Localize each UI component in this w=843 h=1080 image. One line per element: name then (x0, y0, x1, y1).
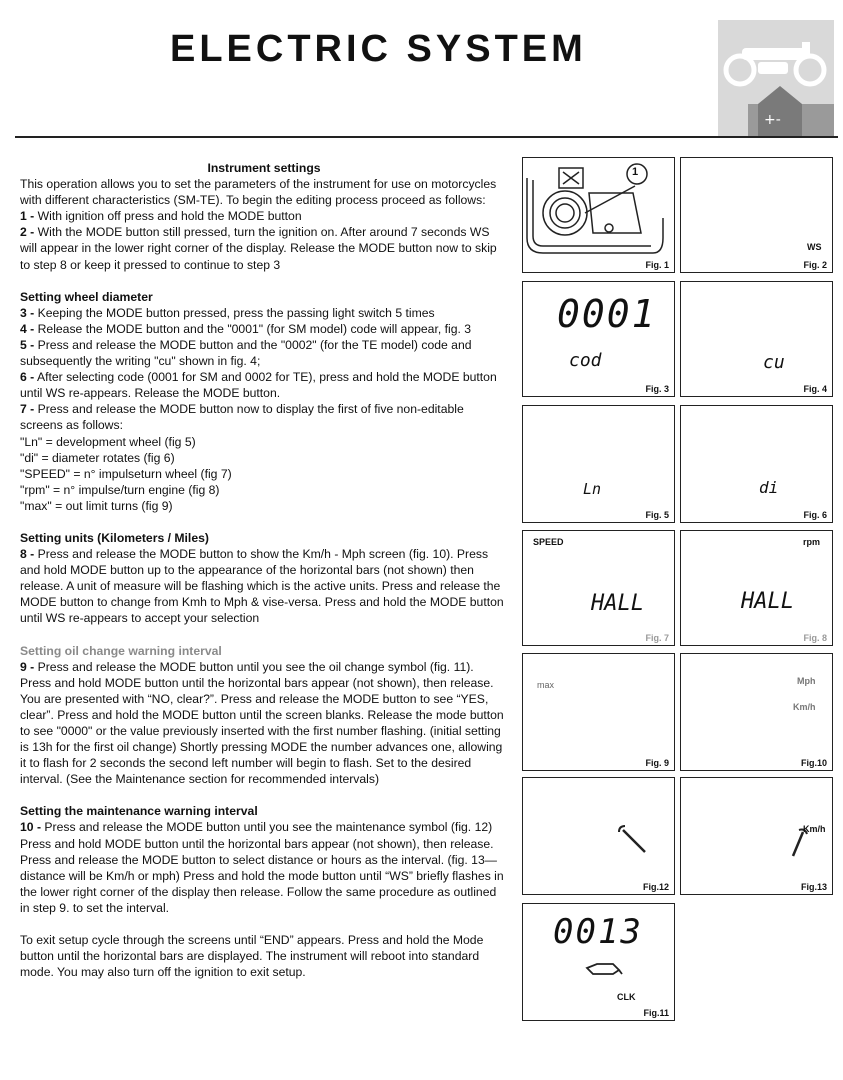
page-title: ELECTRIC SYSTEM (170, 28, 587, 70)
list-item: "rpm" = n° impulse/turn engine (fig 8) (20, 482, 220, 497)
clk-label: CLK (617, 992, 636, 1002)
figure-6 (680, 405, 833, 523)
figure-caption: Fig. 2 (803, 260, 827, 270)
figure-caption: Fig.12 (642, 882, 669, 892)
oil-heading: Setting oil change warning interval (20, 643, 222, 658)
max-label: max (537, 680, 555, 690)
header-divider (15, 136, 838, 138)
mph-label: Mph (797, 676, 816, 686)
step-text: Press and release the MODE button now to display the first of five non-editable screens as follows: (20, 402, 464, 433)
lcd-digits: 0013 (553, 912, 643, 952)
step-number: 9 - (20, 659, 35, 674)
figure-5 (522, 405, 675, 523)
step-text: After selecting code (0001 for SM and 0002 for TE), press and hold the MODE button until WS re-appears. Release the MODE button. (20, 370, 497, 401)
step-3 (20, 305, 508, 321)
figure-1 (522, 157, 675, 273)
step-number: 1 - (20, 209, 35, 224)
lcd-code: cu (763, 352, 785, 373)
step-1 (20, 208, 508, 224)
figure-11 (522, 903, 675, 1021)
step-6 (20, 369, 508, 401)
figure-caption: Fig. 5 (645, 510, 669, 520)
step-number: 3 - (20, 305, 35, 320)
step-number: 2 - (20, 225, 35, 240)
step-text: Press and release the MODE button until you see the maintenance symbol (fig. 12) Press and hold MODE button until the horizontal bars appear (not shown), then release. Press and release the MODE button to select distance or hours as the interval. (fig. 13—distance will be Km/h or mph) Press and hold the mode button until “WS” briefly flashes in the lower right corner of the display then release. Follow the same procedure as outlined in step 9. to set the interval. (20, 820, 504, 915)
figure-8 (680, 530, 833, 646)
figure-7 (522, 530, 675, 646)
maintenance-heading: Setting the maintenance warning interval (20, 804, 258, 819)
speed-label: SPEED (533, 537, 564, 547)
figure-12 (522, 777, 675, 895)
list-item: "max" = out limit turns (fig 9) (20, 498, 173, 513)
kmh-label: Km/h (793, 702, 816, 712)
figure-2 (680, 157, 833, 273)
rpm-label: rpm (803, 537, 821, 547)
step-number: 7 - (20, 402, 35, 417)
figure-caption: Fig. 7 (645, 633, 669, 643)
step-text: With the MODE button still pressed, turn the ignition on. After around 7 seconds WS will appear in the lower right corner of the display. Release the MODE button now to skip to step 8 or keep it pressed to continue to step 3 (20, 225, 497, 272)
figure-10 (680, 653, 833, 771)
figure-3 (522, 281, 675, 397)
list-item: "SPEED" = n° impulseturn wheel (fig 7) (20, 466, 232, 481)
step-2 (20, 224, 508, 272)
step-text: Keeping the MODE button pressed, press the passing light switch 5 times (34, 305, 435, 320)
step-9 (20, 659, 508, 788)
exit-paragraph: To exit setup cycle through the screens until “END” appears. Press and hold the Mode button until the horizontal bars are displayed. The instrument will reboot into standard mode. You may also turn off the ignition to exit setup. (20, 933, 484, 980)
figure-caption: Fig. 8 (803, 633, 827, 643)
callout-number: 1 (632, 166, 639, 178)
figure-caption: Fig.11 (643, 1008, 669, 1018)
step-text: Release the MODE button and the "0001" (for SM model) code will appear, fig. 3 (34, 321, 472, 336)
step-number: 10 - (20, 820, 42, 835)
plus-minus-label: +- (764, 112, 781, 128)
step-text: Press and release the MODE button and the "0002" (for the TE model) code and subsequently the writing "cu" shown in fig. 4; (20, 337, 472, 369)
section-heading: Instrument settings (207, 161, 321, 175)
step-text: With ignition off press and hold the MODE button (34, 209, 302, 224)
step-text: Press and release the MODE button until you see the oil change symbol (fig. 11). Press and hold MODE button until the horizontal bars appear (not shown), then release. You are presented with “NO, clear?”. Press and release the MODE button to see “YES, clear”. Press and hold the MODE button until the screen blanks. Release the mode button to see "0000" or the value previously inserted with the first number flashing. (initial setting is 13h for the first oil change) Shortly pressing MODE the number advances one, allowing it to flash for 2 seconds the second left number will begin to flash. Set to the desired interval. (See the Maintenance section for recommended intervals) (20, 659, 504, 787)
list-item: "Ln" = development wheel (fig 5) (20, 434, 196, 449)
step-10 (20, 819, 508, 916)
oil-can-icon (583, 958, 623, 978)
figure-13 (680, 777, 833, 895)
step-8 (20, 546, 508, 626)
section-logo (718, 20, 834, 136)
lcd-code: cod (569, 350, 602, 371)
step-number: 4 - (20, 321, 35, 336)
ws-indicator: WS (807, 242, 822, 252)
step-text: Press and release the MODE button to show the Km/h - Mph screen (fig. 10). Press and hold MODE button up to the appearance of the horizontal bars (not shown) then release. A unit of measure will be flashing which is the active units. Press and release the MODE button to change from Kmh to Mph & vise-versa. Press and hold the MODE button until WS re-appears to accept your selection (20, 547, 504, 626)
lcd-digits: 0001 (557, 292, 657, 336)
figure-4 (680, 281, 833, 397)
figure-caption: Fig. 3 (645, 384, 669, 394)
intro-paragraph: This operation allows you to set the parameters of the instrument for use on motorcycles with different characteristics (SM-TE). To begin the editing process proceed as follows: (20, 177, 497, 208)
lcd-code: di (759, 478, 779, 497)
motorcycle-icon (718, 20, 834, 136)
figure-9 (522, 653, 675, 771)
figure-caption: Fig. 4 (803, 384, 827, 394)
figure-caption: Fig. 1 (645, 260, 669, 270)
figure-caption: Fig. 9 (645, 758, 669, 768)
step-4 (20, 321, 508, 337)
wheel-heading: Setting wheel diameter (20, 289, 153, 304)
figure-caption: Fig. 6 (803, 510, 827, 520)
figure-caption: Fig.13 (800, 882, 827, 892)
step-number: 8 - (20, 547, 35, 562)
step-5 (20, 337, 508, 369)
lcd-value: HALL (741, 589, 794, 614)
lcd-value: HALL (591, 591, 644, 616)
figure-caption: Fig.10 (800, 758, 827, 768)
step-number: 5 - (20, 337, 35, 352)
units-heading: Setting units (Kilometers / Miles) (20, 530, 209, 545)
step-7 (20, 401, 508, 433)
lcd-code: Ln (583, 480, 602, 498)
kmh-label: Km/h (803, 824, 826, 834)
instrument-panel-drawing (523, 158, 673, 271)
step-number: 6 - (20, 370, 35, 385)
list-item: "di" = diameter rotates (fig 6) (20, 450, 175, 465)
wrench-icon (615, 822, 655, 862)
instructions-text (20, 160, 508, 980)
